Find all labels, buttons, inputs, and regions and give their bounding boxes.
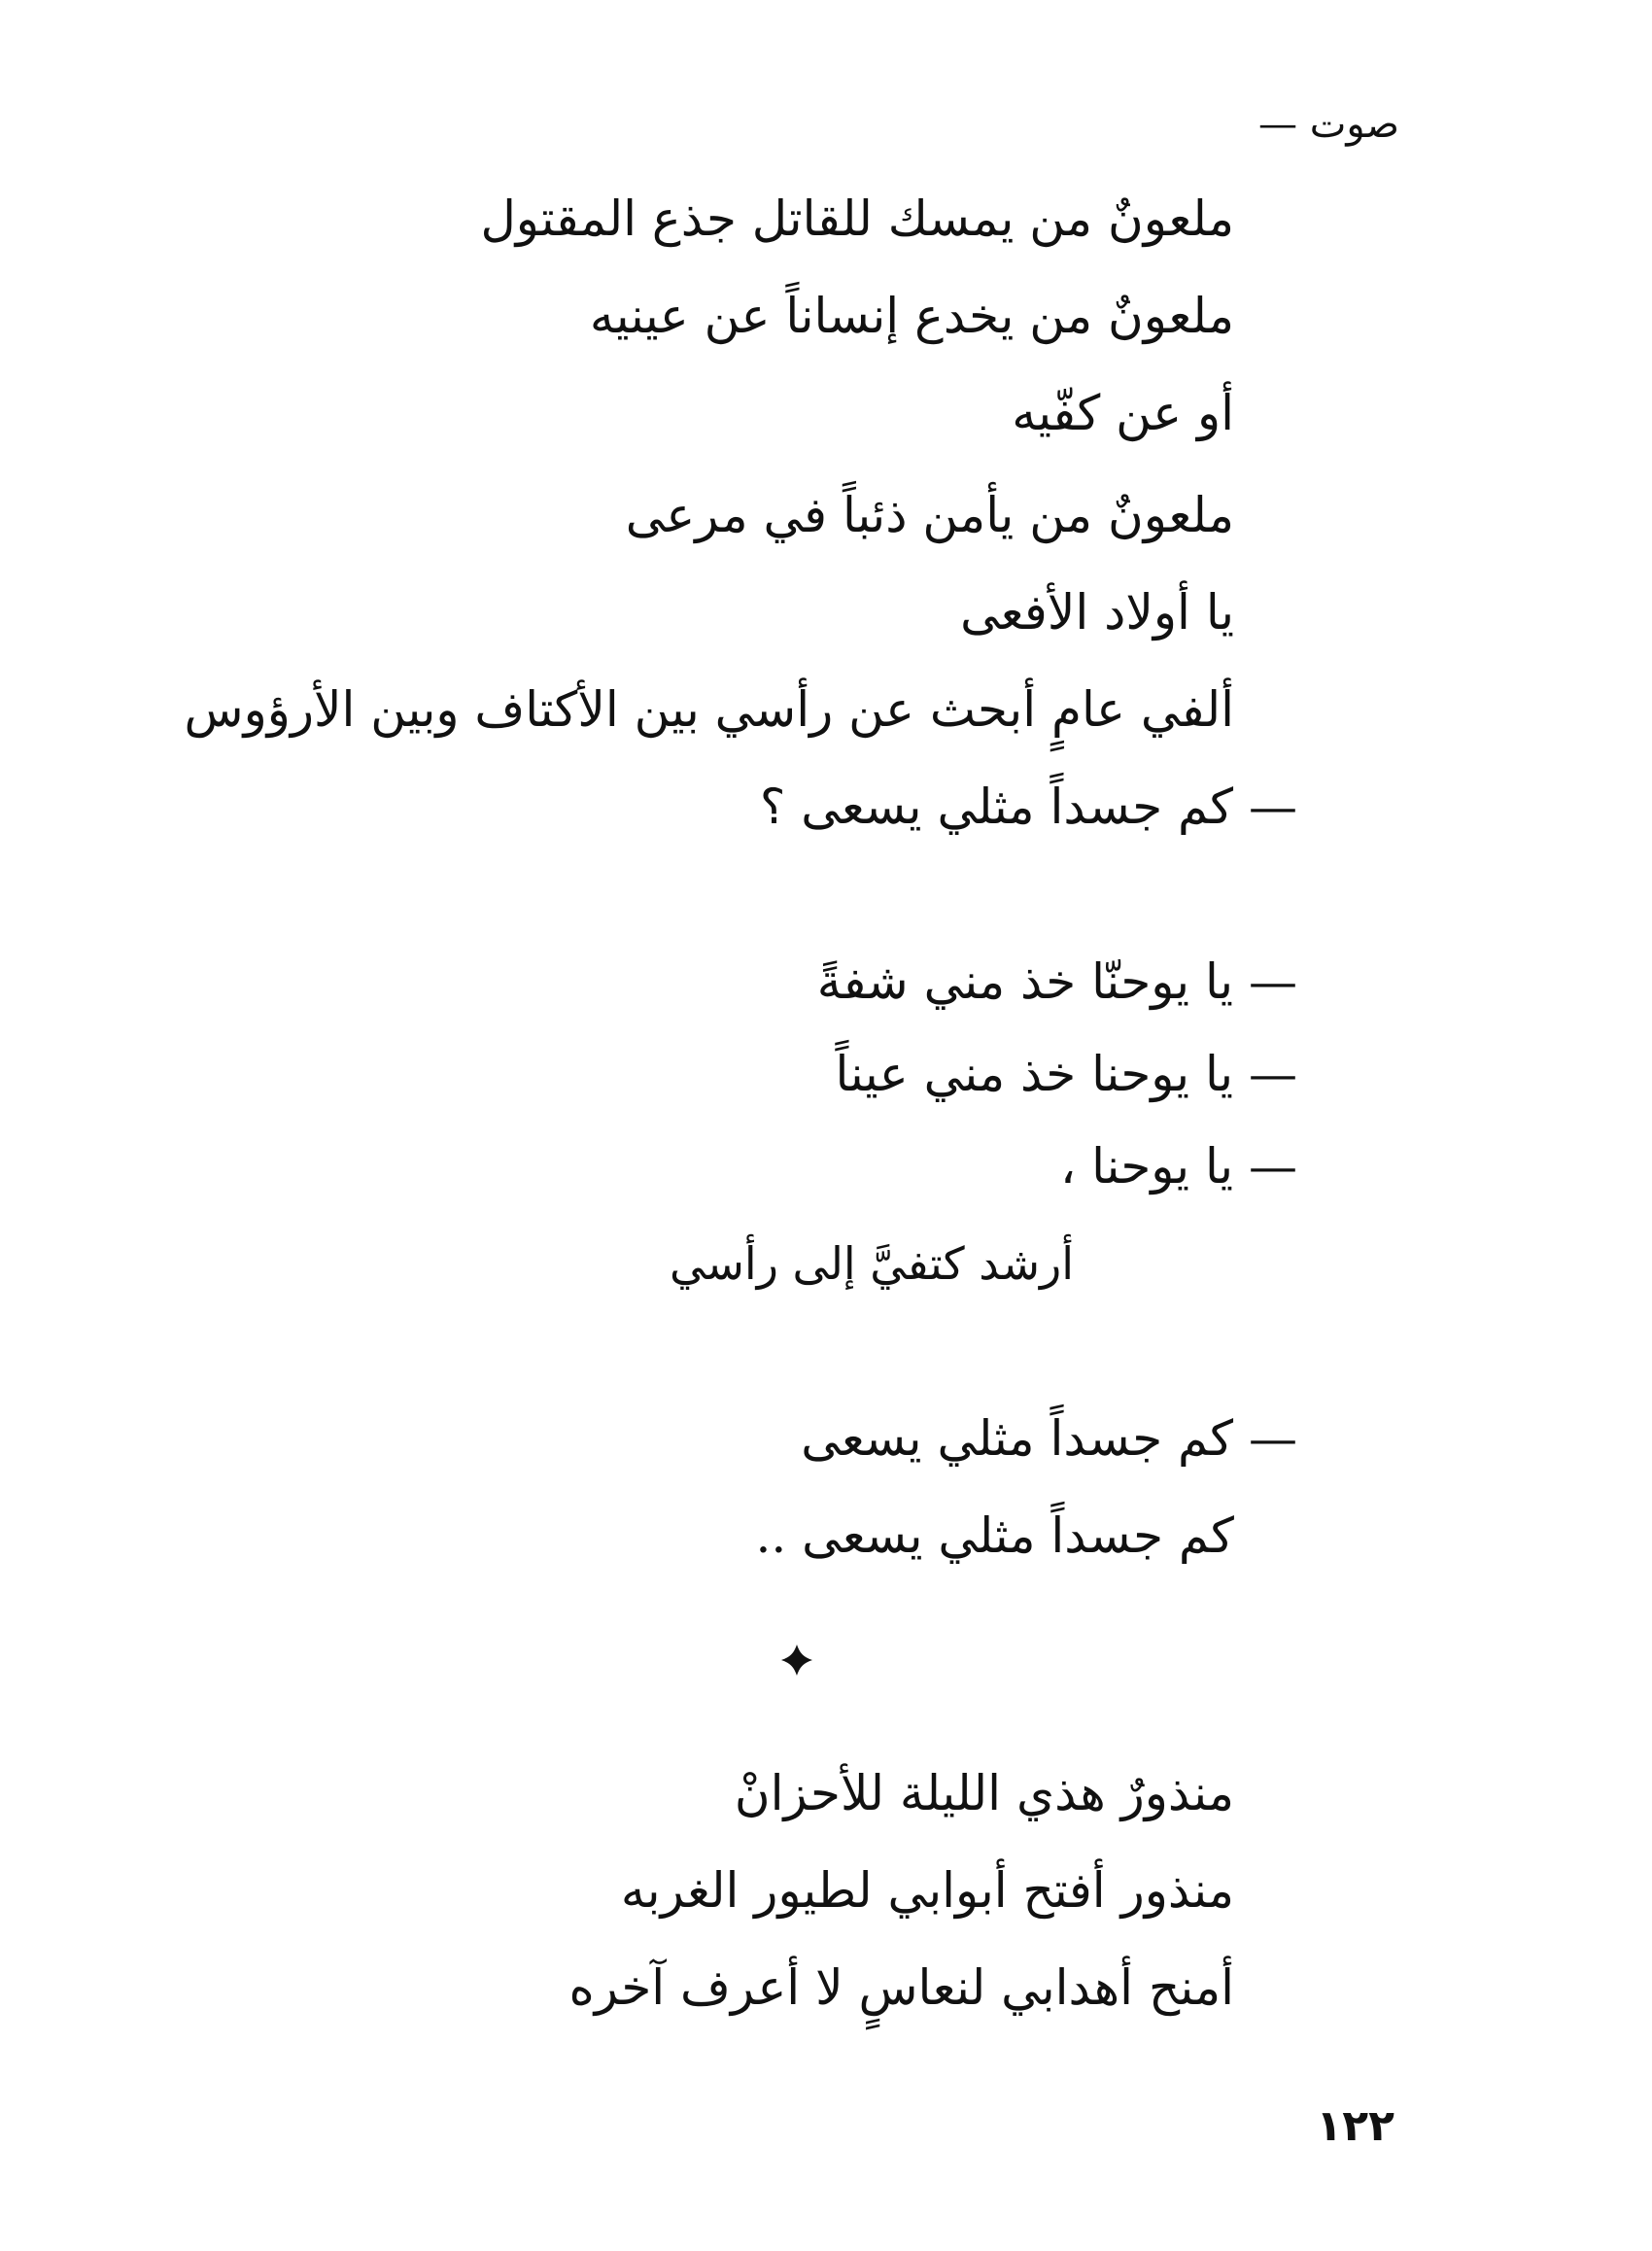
poem-line-6: ألفي عامٍ أبحث عن رأسي بين الأكتاف وبين الأرؤوس	[184, 681, 1234, 738]
poem-line-2: ملعونٌ من يخدع إنساناً عن عينيه	[589, 288, 1234, 344]
page-header: صوت —	[1258, 102, 1399, 147]
poem-line-5: يا أولاد الأفعى	[960, 584, 1234, 641]
poem-line-13: كم جسداً مثلي يسعى ..	[755, 1507, 1234, 1564]
poem-line-10: — يا يوحنا ،	[1060, 1138, 1297, 1195]
poem-line-16: أمنح أهدابي لنعاسٍ لا أعرف آخره	[568, 1959, 1234, 2016]
poem-line-11: أرشد كتفيَّ إلى رأسي	[670, 1237, 1074, 1290]
poem-line-12: — كم جسداً مثلي يسعى	[801, 1410, 1297, 1467]
poem-line-14: منذورٌ هذي الليلة للأحزانْ	[734, 1765, 1234, 1821]
poem-line-1: ملعونٌ من يمسك للقاتل جذع المقتول	[480, 190, 1234, 247]
poem-line-15: منذور أفتح أبوابي لطيور الغربه	[620, 1862, 1234, 1919]
poem-line-8: — يا يوحنّا خذ مني شفةً	[816, 953, 1297, 1010]
poem-line-3: أو عن كفّيه	[1012, 385, 1234, 441]
poem-line-9: — يا يوحنا خذ مني عيناً	[835, 1046, 1297, 1102]
poem-line-7: — كم جسداً مثلي يسعى ؟	[759, 779, 1297, 835]
poem-line-4: ملعونٌ من يأمن ذئباً في مرعى	[625, 487, 1234, 543]
page-number: ١٢٢	[1316, 2101, 1394, 2151]
diamond-ornament-icon	[779, 1643, 814, 1678]
